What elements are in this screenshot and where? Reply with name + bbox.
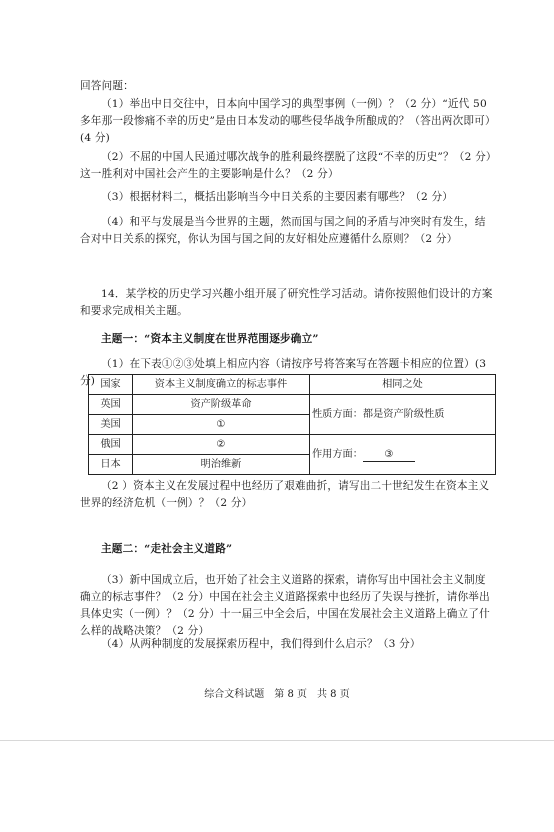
same-nature-cell: 性质方面：都是资产阶级性质 xyxy=(310,395,496,435)
country-cell: 英国 xyxy=(89,395,133,415)
table-row xyxy=(89,435,496,455)
event-cell: 明治维新 xyxy=(133,455,310,475)
q14-intro: 14．某学校的历史学习兴趣小组开展了研究性学习活动。请你按照他们设计的方案和要求完成相关主题。 xyxy=(80,288,493,317)
q14-part1: （1）在下表①②③处填上相应内容（请按序号将答案写在答题卡相应的位置）(3 分) xyxy=(80,358,487,387)
page-footer: 综合文科试题 第 8 页 共 8 页 xyxy=(204,689,350,700)
event-cell: ② xyxy=(133,435,310,455)
header-event: 资本主义制度确立的标志事件 xyxy=(133,375,310,395)
answer-heading: 回答问题： xyxy=(80,80,134,92)
country-cell: 日本 xyxy=(89,455,133,475)
q13-part4: （4）和平与发展是当今世界的主题，然而国与国之间的矛盾与冲突时有发生，结合对中日关系的探究，你认为国与国之间的友好相处应遵循什么原则？（2 分） xyxy=(80,216,486,245)
theme2-title: 主题二：“走社会主义道路” xyxy=(101,543,233,555)
capitalism-table xyxy=(88,374,496,475)
blank-3: ③ xyxy=(363,448,415,462)
page-divider xyxy=(0,740,554,741)
header-country: 国家 xyxy=(89,375,133,395)
country-cell: 俄国 xyxy=(89,435,133,455)
same-role-cell xyxy=(310,435,496,475)
table-row xyxy=(89,395,496,415)
header-same: 相同之处 xyxy=(310,375,496,395)
same-role-label: 作用方面： xyxy=(312,449,363,460)
q14-part2: （2 ）资本主义在发展过程中也经历了艰难曲折，请写出二十世纪发生在资本主义世界的经济危机（一例）？（2 分） xyxy=(80,480,490,509)
q14-part4: （4）从两种制度的发展探索历程中，我们得到什么启示？（3 分） xyxy=(101,638,421,650)
event-cell: ① xyxy=(133,415,310,435)
country-cell: 美国 xyxy=(89,415,133,435)
table-header-row xyxy=(89,375,496,395)
q13-part2: （2）不屈的中国人民通过哪次战争的胜利最终摆脱了这段“不幸的历史”？（2 分）这一胜利对中国社会产生的主要影响是什么？（2 分） xyxy=(80,151,492,180)
theme1-title: 主题一：“资本主义制度在世界范围逐步确立” xyxy=(101,333,319,345)
event-cell: 资产阶级革命 xyxy=(133,395,310,415)
q14-part3: （3）新中国成立后，也开始了社会主义道路的探索，请你写出中国社会主义制度确立的标志事件？（2 分）中国在社会主义道路探索中也经历了失误与挫折，请你举出具体史实（一例）？（2 分）十一届三中全会后，中国在发展社会主义道路上确立了什么样的战略决策？（2 分） xyxy=(80,574,490,637)
q13-part3: （3）根据材料二，概括出影响当今中日关系的主要因素有哪些？（2 分） xyxy=(101,191,454,203)
q13-part1: （1）举出中日交往中，日本向中国学习的典型事例（一例）？（2 分）“近代 50 多年那一段惨痛不幸的历史”是由日本发动的哪些侵华战争所酿成的？（答出两次即可）(4 分) xyxy=(80,98,491,144)
